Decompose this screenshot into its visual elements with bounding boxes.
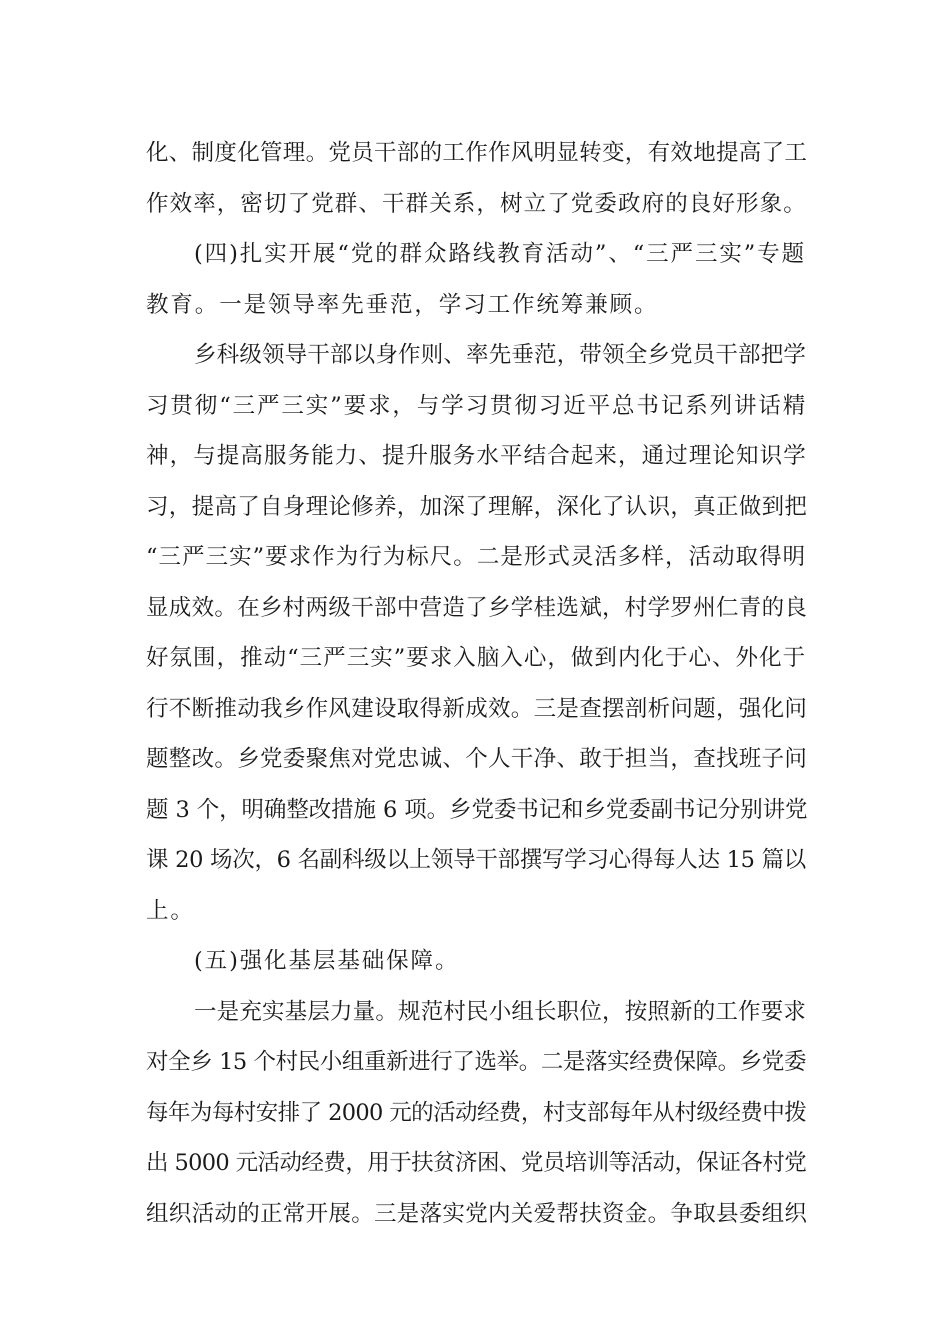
text-line: 一是充实基层力量。规范村民小组长职位，按照新的工作要求	[194, 998, 806, 1025]
text-line: (四)扎实开展“党的群众路线教育活动”、“三严三实”专题	[194, 241, 806, 267]
text-line: 题整改。乡党委聚焦对党忠诚、个人干净、敢于担当，查找班子问	[146, 746, 808, 772]
text-line: 化、制度化管理。党员干部的工作作风明显转变，有效地提高了工	[146, 140, 808, 166]
text-line: 习，提高了自身理论修养，加深了理解，深化了认识，真正做到把	[146, 493, 808, 520]
text-line: 好氛围，推动“三严三实”要求入脑入心，做到内化于心、外化于	[146, 645, 806, 671]
text-line: 对全乡 15 个村民小组重新进行了选举。二是落实经费保障。乡党委	[146, 1049, 806, 1075]
text-line: 上。	[146, 897, 195, 924]
text-line: “三严三实”要求作为行为标尺。二是形式灵活多样，活动取得明	[146, 544, 806, 570]
text-line: 习贯彻“三严三实”要求，与学习贯彻习近平总书记系列讲话精	[146, 392, 808, 419]
text-line: 出 5000 元活动经费，用于扶贫济困、党员培训等活动，保证各村党	[146, 1150, 806, 1176]
text-line: 神，与提高服务能力、提升服务水平结合起来，通过理论知识学	[146, 443, 807, 469]
text-line: 课 20 场次，6 名副科级以上领导干部撰写学习心得每人达 15 篇以	[146, 847, 806, 873]
document-body	[146, 128, 806, 1239]
text-line: 作效率，密切了党群、干群关系，树立了党委政府的良好形象。	[146, 190, 807, 217]
text-line: 显成效。在乡村两级干部中营造了乡学桂选斌，村学罗州仁青的良	[146, 594, 808, 621]
text-line: (五)强化基层基础保障。	[194, 948, 460, 974]
text-line: 行不断推动我乡作风建设取得新成效。三是查摆剖析问题，强化问	[146, 695, 808, 722]
text-line: 教育。一是领导率先垂范，学习工作统筹兼顾。	[146, 291, 659, 318]
text-line: 组织活动的正常开展。三是落实党内关爱帮扶资金。争取县委组织	[146, 1200, 808, 1227]
text-line: 每年为每村安排了 2000 元的活动经费，村支部每年从村级经费中拨	[146, 1099, 806, 1126]
text-line: 乡科级领导干部以身作则、率先垂范，带领全乡党员干部把学	[194, 342, 806, 368]
text-line: 题 3 个，明确整改措施 6 项。乡党委书记和乡党委副书记分别讲党	[146, 796, 808, 823]
